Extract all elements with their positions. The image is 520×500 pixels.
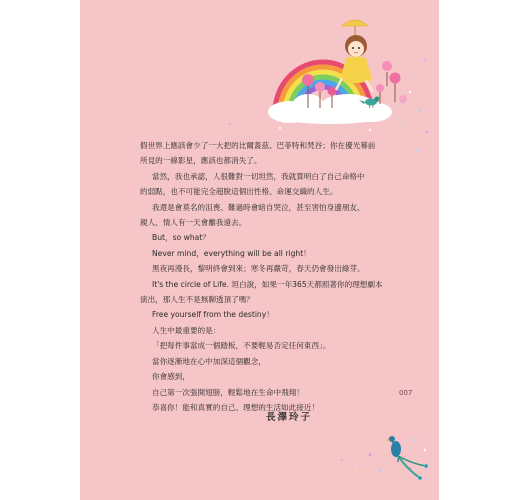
body-line: Free yourself from the destiny！: [152, 310, 274, 320]
page-number: 007: [399, 389, 413, 397]
body-line: 恭喜你！能和真實的自己、理想的生活如此接近！: [152, 402, 320, 412]
peacock-bird-illustration: [386, 436, 428, 480]
body-line: 的弱點，也不可能完全超脫這個出性格、命運交織的人生。: [140, 187, 338, 197]
body-line: It's the circle of Life. 坦白說，如果一年365天都照著你的理想劇本: [152, 279, 383, 289]
body-line: 你會感到，: [152, 372, 190, 382]
body-line: 黑夜再漫長，黎明終會到來；寒冬再嚴苛，春天仍會發出綠芽。: [152, 264, 365, 274]
body-line: Never mind，everything will be all right！: [152, 248, 311, 258]
body-line: 我還是會莫名的沮喪、難過時會暗自哭泣，甚至害怕身邊朋友、: [152, 202, 365, 212]
body-line: 所見的一線影星，應該也都消失了。: [140, 156, 262, 166]
body-line: 人生中最重要的是：: [152, 325, 221, 335]
body-line: 當然，我也承認，人很難對一切坦然，我就算明白了自己命格中: [152, 171, 365, 181]
book-page: [80, 0, 439, 500]
body-line: 「把每件事當成一個踏板，不要輕易否定任何東西」。: [152, 341, 331, 351]
girl-illustration: [336, 20, 373, 92]
body-line: 自己第一次張開翅膀，輕鬆地在生命中飛翔！: [152, 387, 304, 397]
body-line: 親人、情人有一天會離我遠去。: [140, 218, 247, 228]
body-line: 當你逐漸地在心中加深這個觀念，: [152, 356, 266, 366]
body-line: 演出，那人生不是無聊透頂了嗎？: [140, 295, 254, 305]
body-text: [140, 138, 425, 415]
author-signature: 長澤玲子: [266, 412, 313, 423]
body-line: But，so what？: [152, 233, 210, 243]
body-line: 假世界上應該會少了一大把的比爾蓋茲、巴菲特和梵谷；你在優光幕前: [140, 141, 376, 150]
